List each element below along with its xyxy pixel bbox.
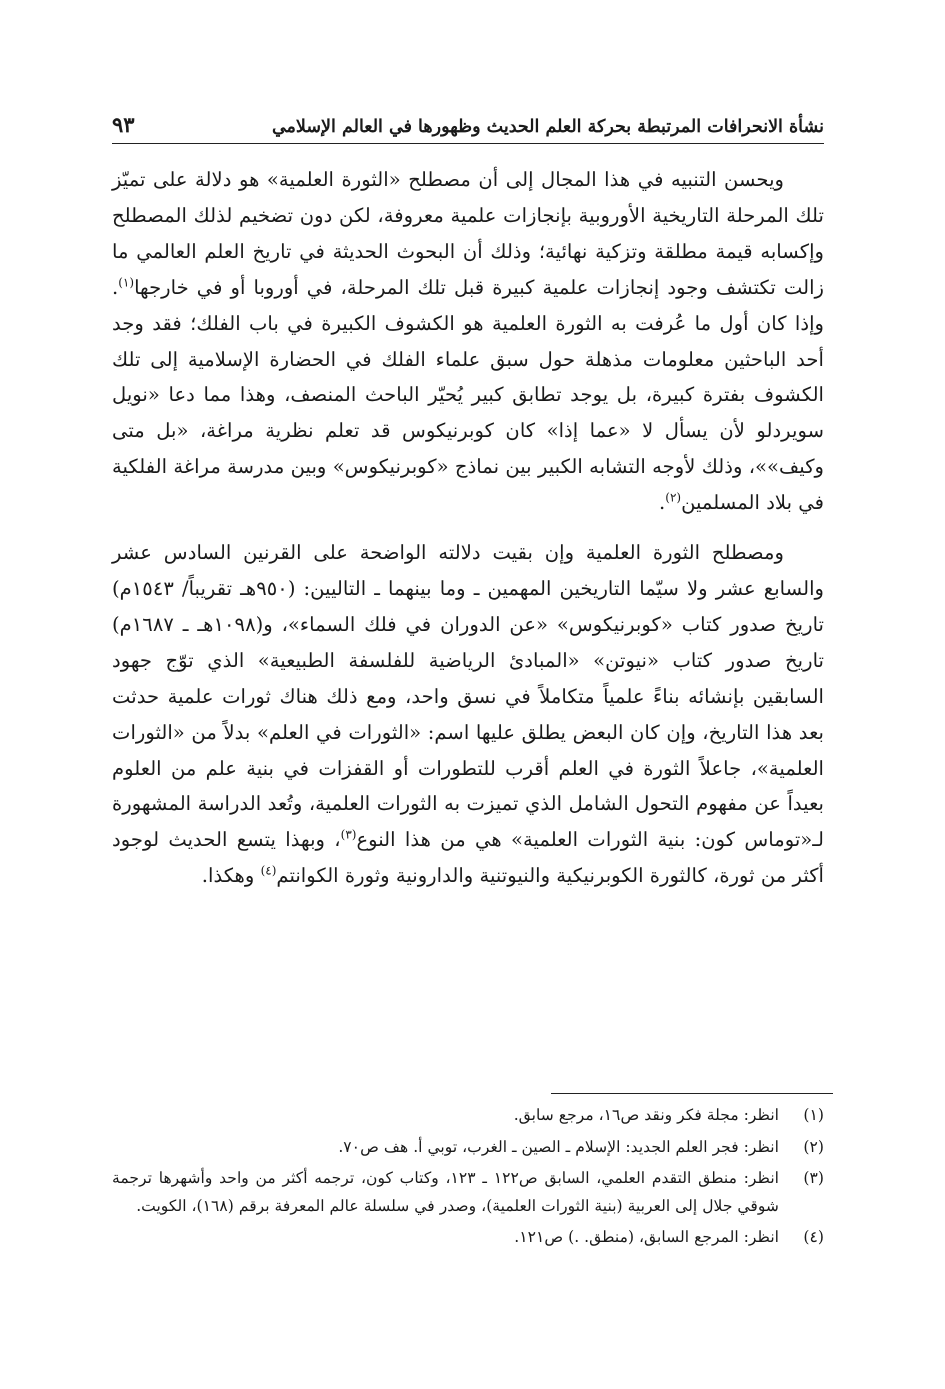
footnote-ref-2: (٢) xyxy=(665,490,682,505)
footnote-ref-4: (٤) xyxy=(260,863,277,878)
paragraph-2-part-3: وهكذا. xyxy=(201,864,261,888)
footnote-text: انظر: فجر العلم الجديد: الإسلام ـ الصين ـ الغرب، توبي أ. هف ص٧٠. xyxy=(338,1137,779,1156)
paragraph-1-part-2: . وإذا كان أول ما عُرفت به الثورة العلمية هو الكشوف الكبيرة في باب الفلك؛ فقد وجد أحد الباحثين معلومات مذهلة حول سبق علماء الفلك في الحضارة الإسلامية إلى تلك الكشوف بفترة كبيرة، بل يوجد تطابق كبير يُحيّر الباحث المنصف، وهذا مما دعا «نويل سويردلو لأن يسأل لا «عما إذا» كان كوبرنيكوس قد تعلم نظرية مراغة، «بل متى وكيف»»، وذلك لأوجه التشابه الكبير بين نماذج «كوبرنيكوس» وبين مدرسة مراغة الفلكية في بلاد المسلمين xyxy=(112,275,824,515)
footnotes-list xyxy=(112,1102,824,1256)
footnote-ref-3: (٣) xyxy=(340,827,357,842)
footnote-ref-1: (١) xyxy=(118,275,135,290)
footnote-number: (١) xyxy=(803,1106,824,1124)
paragraph-1 xyxy=(112,162,824,521)
footnote-number: (٤) xyxy=(803,1228,824,1246)
page-number: ٩٣ xyxy=(112,112,135,137)
footnote-text: انظر: منطق التقدم العلمي، السابق ص١٢٢ ـ ١٢٣، وكتاب كون، ترجمه أكثر من واحد وأشهرها ترجمة شوقي جلال إلى العربية (بنية الثورات العلمية)، وصدر في سلسلة عالم المعرفة برقم (١٦٨)، الكويت. xyxy=(112,1169,779,1215)
page-header xyxy=(112,100,824,144)
footnote-item xyxy=(112,1165,824,1220)
paragraph-1-part-1: ويحسن التنبيه في هذا المجال إلى أن مصطلح «الثورة العلمية» هو دلالة على تميّز تلك المرحلة التاريخية الأوروبية بإنجازات علمية معروفة، لكن دون تضخيم لذلك المصطلح وإكسابه قيمة مطلقة وتزكية نهائية؛ وذلك أن البحوث الحديثة في تاريخ العلم العالمي ما زالت تكتشف وجود إنجازات علمية كبيرة قبل تلك المرحلة، في أوروبا أو في خارجها xyxy=(112,168,824,299)
main-text xyxy=(112,162,824,908)
footnote-number: (٢) xyxy=(803,1137,824,1156)
footnote-item xyxy=(112,1134,824,1162)
footnote-number: (٣) xyxy=(803,1169,824,1187)
paragraph-2 xyxy=(112,535,824,894)
paragraph-2-part-1: ومصطلح الثورة العلمية وإن بقيت دلالته الواضحة على القرنين السادس عشر والسابع عشر ولا سيّما التاريخين المهمين ـ وما بينهما ـ التاليين: (٩٥٠هـ تقريباً/ ١٥٤٣م) تاريخ صدور كتاب «كوبرنيكوس» «عن الدوران في فلك السماء»، و(١٠٩٨هـ ـ ١٦٨٧م) تاريخ صدور كتاب «نيوتن» «المبادئ الرياضية للفلسفة الطبيعية» الذي توّج جهود السابقين بإنشائه بناءً علمياً متكاملاً في نسق واحد، ومع ذلك هناك ثورات علمية حدثت بعد هذا التاريخ، وإن كان البعض يطلق عليها اسم: «الثورات في العلم» بدلاً من «الثورات العلمية»، جاعلاً الثورة في العلم أقرب للتطورات أو القفزات في بنية علم من العلوم بعيداً عن مفهوم التحول الشامل الذي تميزت به الثورات العلمية، وتُعد الدراسة المشهورة لـ«توماس كون: بنية الثورات العلمية» هي من هذا النوع xyxy=(112,541,824,852)
footnote-item xyxy=(112,1102,824,1130)
footnote-text: انظر: المرجع السابق، (منطق. .) ص١٢١. xyxy=(514,1228,779,1246)
footnote-text: انظر: مجلة فكر ونقد ص١٦، مرجع سابق. xyxy=(513,1106,779,1124)
paragraph-2-part-2: ، وبهذا يتسع الحديث لوجود أكثر من ثورة، كالثورة الكوبرنيكية والنيوتنية والدارونية وثورة الكوانتم xyxy=(112,828,824,888)
running-title: نشأة الانحرافات المرتبطة بحركة العلم الحديث وظهورها في العالم الإسلامي xyxy=(271,117,824,137)
footnote-divider xyxy=(551,1093,833,1094)
paragraph-1-part-3: . xyxy=(659,491,666,515)
footnote-item xyxy=(112,1224,824,1252)
